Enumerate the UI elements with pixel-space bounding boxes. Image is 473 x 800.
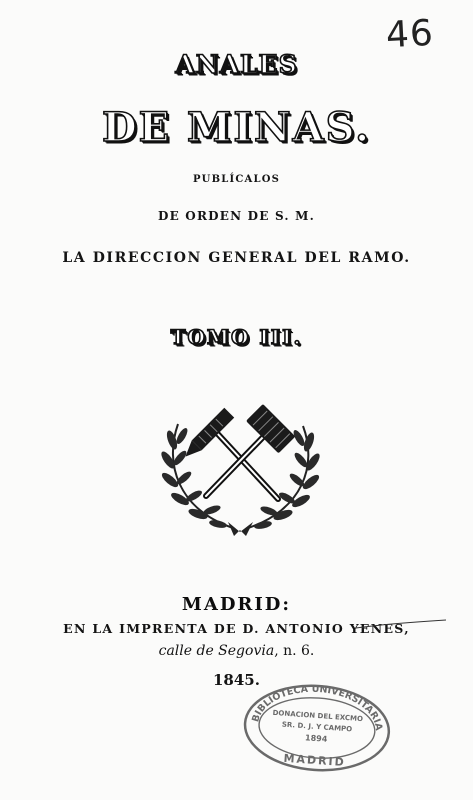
title-line-1: ANALES — [175, 50, 298, 79]
publisher-note-2: DE ORDEN DE S. M. — [157, 209, 316, 223]
publisher-note-1: PUBLÍCALOS — [192, 174, 281, 185]
stamp-line-2: SR. D. J. Y CAMPO — [281, 720, 353, 734]
imprint-printer: EN LA IMPRENTA DE D. ANTONIO YENES, — [63, 621, 410, 636]
imprint-address — [0, 643, 473, 659]
imprint-street: calle de Segovia — [158, 643, 275, 659]
crossed-hammers-wreath-icon — [158, 404, 323, 544]
stamp-line-3: 1894 — [304, 733, 328, 744]
pen-stroke-mark — [354, 618, 449, 632]
imprint-year: 1845. — [213, 671, 260, 689]
title-line-2: DE MINAS. — [101, 104, 372, 151]
imprint-city: MADRID: — [181, 594, 292, 615]
stamp-top-text: BIBLIOTECA UNIVERSITARIA — [250, 683, 385, 732]
stamp-line-1: DONACION DEL EXCMO — [272, 708, 364, 724]
library-stamp — [239, 677, 395, 777]
publisher-note-3: LA DIRECCION GENERAL DEL RAMO. — [62, 250, 411, 266]
handwritten-shelf-number: 46 — [384, 12, 435, 57]
imprint-number: , n. 6. — [274, 643, 315, 659]
stamp-bottom-text: MADRID — [283, 751, 347, 770]
volume-label: TOMO III. — [170, 325, 303, 349]
